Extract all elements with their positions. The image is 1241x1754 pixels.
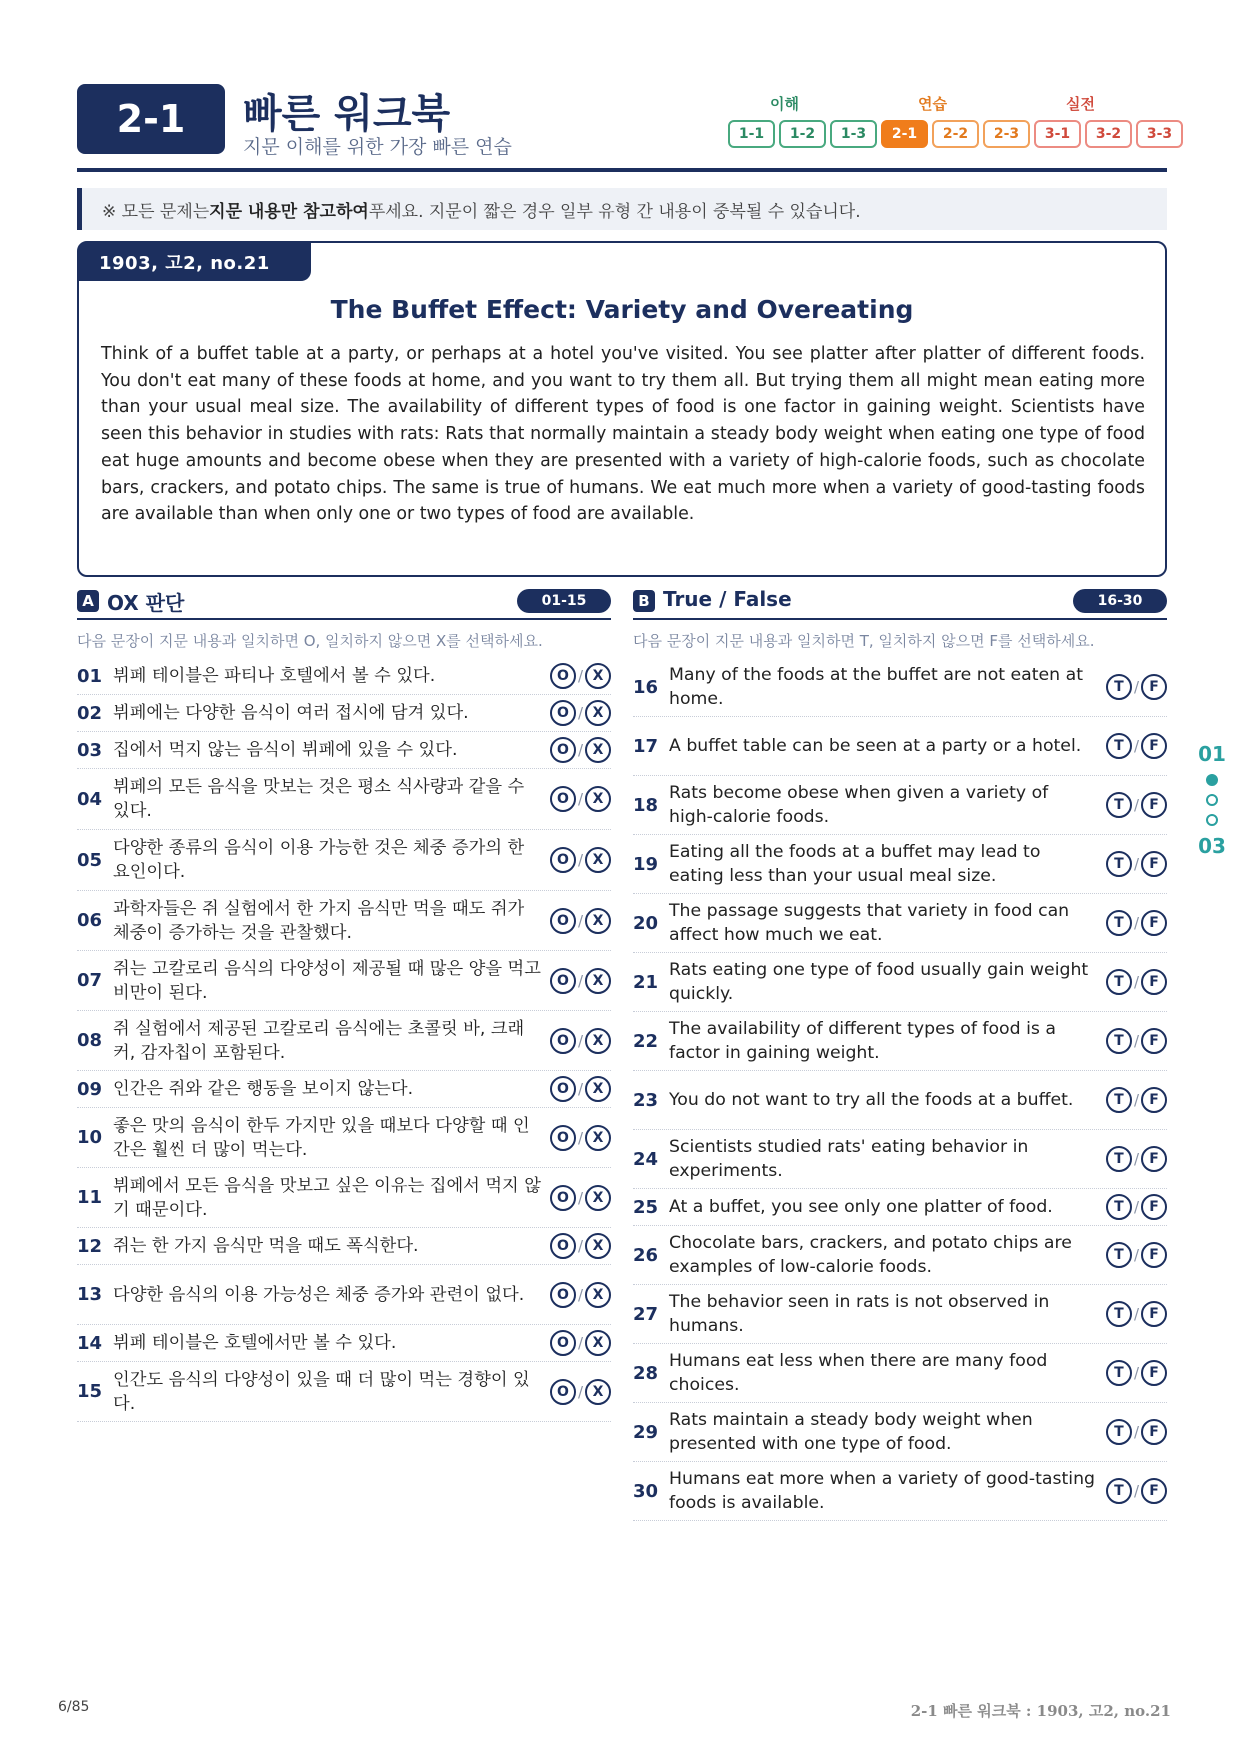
choice-o-button[interactable]: O <box>550 1233 576 1259</box>
question-text: 뷔페 테이블은 호텔에서만 볼 수 있다. <box>113 1333 397 1353</box>
question-text: 뷔페 테이블은 파티나 호텔에서 볼 수 있다. <box>113 666 436 686</box>
choice-x-button[interactable]: X <box>585 1028 611 1054</box>
choice-x-button[interactable]: X <box>585 847 611 873</box>
question-row <box>77 1168 611 1228</box>
question-row <box>77 695 611 732</box>
question-row <box>77 732 611 769</box>
question-row <box>633 1189 1167 1226</box>
choice-separator: / <box>1133 1032 1139 1050</box>
answer-choices <box>1097 1242 1167 1268</box>
level-label-real: 실전 <box>1066 95 1095 113</box>
answer-choices <box>1097 1028 1167 1054</box>
question-number: 18 <box>633 794 659 816</box>
footer-caption: 2-1 빠른 워크북 : 1903, 고2, no.21 <box>910 1702 1171 1720</box>
choice-f-button[interactable]: F <box>1141 1242 1167 1268</box>
answer-choices <box>541 1233 611 1259</box>
page-title: 빠른 워크북 <box>243 91 451 137</box>
answer-choices <box>1097 1301 1167 1327</box>
ox-question-list <box>77 658 611 1422</box>
choice-x-button[interactable]: X <box>585 663 611 689</box>
choice-o-button[interactable]: O <box>550 786 576 812</box>
question-number: 08 <box>77 1030 103 1051</box>
question-text: 뷔페에는 다양한 음식이 여러 접시에 담겨 있다. <box>113 703 469 723</box>
choice-o-button[interactable]: O <box>550 1076 576 1102</box>
question-text: A buffet table can be seen at a party or a hotel. <box>669 736 1082 756</box>
question-number: 05 <box>77 849 103 871</box>
question-number: 17 <box>633 735 659 757</box>
choice-x-button[interactable]: X <box>585 1233 611 1259</box>
question-number: 02 <box>77 702 103 724</box>
nav-chip-1-1[interactable]: 1-1 <box>728 120 775 148</box>
question-row <box>77 1071 611 1108</box>
nav-chip-1-2[interactable]: 1-2 <box>779 120 826 148</box>
unit-navigation <box>728 120 1183 148</box>
instruction-notice <box>77 188 1167 230</box>
choice-o-button[interactable]: O <box>550 908 576 934</box>
question-text: Many of the foods at the buffet are not eaten at home. <box>669 665 1083 709</box>
answer-choices <box>541 1125 611 1151</box>
choice-separator: / <box>577 741 583 759</box>
choice-separator: / <box>1133 1305 1139 1323</box>
choice-separator: / <box>1133 1423 1139 1441</box>
question-text: Humans eat less when there are many food choices. <box>669 1351 1048 1395</box>
choice-separator: / <box>1133 1482 1139 1500</box>
question-row <box>633 835 1167 894</box>
choice-x-button[interactable]: X <box>585 1125 611 1151</box>
section-b-letter: B <box>633 590 655 612</box>
header-divider <box>77 168 1167 172</box>
question-row <box>77 1011 611 1071</box>
question-row <box>77 1325 611 1362</box>
choice-o-button[interactable]: O <box>550 1185 576 1211</box>
section-b-title: True / False <box>663 587 792 611</box>
choice-t-button[interactable]: T <box>1106 1301 1132 1327</box>
page-subtitle: 지문 이해를 위한 가장 빠른 연습 <box>243 136 512 158</box>
choice-x-button[interactable]: X <box>585 1330 611 1356</box>
question-text: Eating all the foods at a buffet may lead to eating less than your usual meal size. <box>669 842 1041 886</box>
choice-t-button[interactable]: T <box>1106 1242 1132 1268</box>
question-row <box>633 1130 1167 1189</box>
question-text: The availability of different types of food is a factor in gaining weight. <box>669 1019 1056 1063</box>
question-row <box>77 951 611 1011</box>
nav-chip-2-3[interactable]: 2-3 <box>983 120 1030 148</box>
choice-separator: / <box>577 1080 583 1098</box>
question-text: Humans eat more when a variety of good-tasting foods is available. <box>669 1469 1096 1513</box>
nav-chip-2-1[interactable]: 2-1 <box>881 120 928 148</box>
section-a-instruction: 다음 문장이 지문 내용과 일치하면 O, 일치하지 않으면 X를 선택하세요. <box>77 632 543 650</box>
question-number: 09 <box>77 1078 103 1100</box>
answer-choices <box>541 1330 611 1356</box>
choice-t-button[interactable]: T <box>1106 851 1132 877</box>
question-text: 과학자들은 쥐 실험에서 한 가지 음식만 먹을 때도 쥐가 체중이 증가하는 것을 관찰했다. <box>113 898 525 943</box>
choice-t-button[interactable]: T <box>1106 1419 1132 1445</box>
question-text: 인간도 음식의 다양성이 있을 때 더 많이 먹는 경향이 있다. <box>113 1369 530 1414</box>
section-b <box>633 588 1167 1521</box>
progress-dot <box>1206 794 1218 806</box>
choice-separator: / <box>1133 1150 1139 1168</box>
notice-suffix: 푸세요. 지문이 짧은 경우 일부 유형 간 내용이 중복될 수 있습니다. <box>368 201 861 222</box>
question-number: 25 <box>633 1196 659 1218</box>
question-number: 11 <box>77 1187 103 1208</box>
question-text: 쥐는 한 가지 음식만 먹을 때도 폭식한다. <box>113 1236 419 1256</box>
choice-o-button[interactable]: O <box>550 663 576 689</box>
choice-f-button[interactable]: F <box>1141 969 1167 995</box>
question-text: 좋은 맛의 음식이 한두 가지만 있을 때보다 다양할 때 인간은 훨씬 더 많이 먹는다. <box>113 1115 530 1160</box>
question-number: 12 <box>77 1235 103 1257</box>
section-b-header <box>633 588 1167 620</box>
choice-t-button[interactable]: T <box>1106 1360 1132 1386</box>
answer-choices <box>1097 1087 1167 1113</box>
choice-o-button[interactable]: O <box>550 1028 576 1054</box>
choice-t-button[interactable]: T <box>1106 1478 1132 1504</box>
question-row <box>77 1362 611 1422</box>
choice-separator: / <box>577 1237 583 1255</box>
question-number: 21 <box>633 971 659 993</box>
nav-chip-3-3[interactable]: 3-3 <box>1136 120 1183 148</box>
question-text: Scientists studied rats' eating behavior in experiments. <box>669 1137 1029 1181</box>
answer-choices <box>1097 792 1167 818</box>
choice-separator: / <box>577 667 583 685</box>
choice-separator: / <box>577 851 583 869</box>
choice-separator: / <box>1133 1091 1139 1109</box>
question-text: 다양한 종류의 음식이 이용 가능한 것은 체중 증가의 한 요인이다. <box>113 838 525 882</box>
choice-separator: / <box>577 1188 583 1207</box>
level-label-practice: 연습 <box>918 95 947 113</box>
choice-separator: / <box>1133 914 1139 932</box>
question-row <box>633 658 1167 717</box>
part-indicator-dots <box>1190 774 1234 826</box>
choice-separator: / <box>577 1334 583 1352</box>
choice-o-button[interactable]: O <box>550 1282 576 1308</box>
nav-chip-3-1[interactable]: 3-1 <box>1034 120 1081 148</box>
choice-separator: / <box>1133 1246 1139 1264</box>
progress-dot <box>1206 774 1218 786</box>
choice-f-button[interactable]: F <box>1141 851 1167 877</box>
passage-box <box>77 241 1167 577</box>
section-b-instruction: 다음 문장이 지문 내용과 일치하면 T, 일치하지 않으면 F를 선택하세요. <box>633 632 1095 650</box>
question-number: 16 <box>633 676 659 698</box>
question-row <box>633 717 1167 776</box>
nav-chip-3-2[interactable]: 3-2 <box>1085 120 1132 148</box>
choice-x-button[interactable]: X <box>585 786 611 812</box>
passage-text: Think of a buffet table at a party, or perhaps at a hotel you've visited. You see platter after platter of different foods. You don't eat many of these foods at home, and you want to try them all. But trying them all might mean eating more than your usual meal size. The availability of different types of food is one factor in gaining weight. Scientists have seen this behavior in studies with rats: Rats that normally maintain a steady body weight when eating one type of food eat huge amounts and become obese when they are presented with a variety of high-calorie foods, such as chocolate bars, crackers, and potato chips. The same is true of humans. We eat much more when a variety of good-tasting foods are available than when only one or two types of food are available. <box>101 344 1145 525</box>
choice-f-button[interactable]: F <box>1141 1146 1167 1172</box>
choice-x-button[interactable]: X <box>585 1076 611 1102</box>
answer-choices <box>1097 1478 1167 1504</box>
choice-separator: / <box>1133 855 1139 873</box>
question-text: Rats maintain a steady body weight when presented with one type of food. <box>669 1410 1033 1454</box>
answer-choices <box>541 1028 611 1054</box>
question-number: 10 <box>77 1127 103 1148</box>
question-row <box>77 891 611 951</box>
answer-choices <box>541 663 611 689</box>
question-row <box>77 769 611 830</box>
choice-f-button[interactable]: F <box>1141 910 1167 936</box>
question-number: 01 <box>77 665 103 687</box>
question-text: At a buffet, you see only one platter of food. <box>669 1197 1053 1217</box>
question-number: 14 <box>77 1332 103 1354</box>
choice-separator: / <box>577 911 583 930</box>
answer-choices <box>541 786 611 812</box>
question-text: 뷔페의 모든 음식을 맛보는 것은 평소 식사량과 같을 수 있다. <box>113 777 525 821</box>
answer-choices <box>541 1379 611 1405</box>
choice-o-button[interactable]: O <box>550 700 576 726</box>
answer-choices <box>541 968 611 994</box>
section-a-header <box>77 588 611 620</box>
page-number: 6/85 <box>58 1699 90 1715</box>
passage-title: The Buffet Effect: Variety and Overeating <box>330 295 914 324</box>
question-row <box>633 1462 1167 1521</box>
question-number: 23 <box>633 1089 659 1111</box>
question-row <box>633 1344 1167 1403</box>
nav-chip-2-2[interactable]: 2-2 <box>932 120 979 148</box>
question-text: Rats become obese when given a variety of high-calorie foods. <box>669 783 1049 827</box>
choice-separator: / <box>577 790 583 808</box>
choice-separator: / <box>577 704 583 722</box>
choice-separator: / <box>577 1031 583 1050</box>
question-number: 30 <box>633 1480 659 1502</box>
answer-choices <box>1097 1146 1167 1172</box>
source-tab: 1903, 고2, no.21 <box>79 243 311 281</box>
choice-separator: / <box>577 1128 583 1147</box>
question-row <box>633 1012 1167 1071</box>
choice-f-button[interactable]: F <box>1141 1028 1167 1054</box>
choice-o-button[interactable]: O <box>550 847 576 873</box>
unit-badge: 2-1 <box>77 84 225 154</box>
answer-choices <box>541 1282 611 1308</box>
choice-separator: / <box>1133 678 1139 696</box>
choice-f-button[interactable]: F <box>1141 733 1167 759</box>
choice-separator: / <box>1133 1364 1139 1382</box>
choice-separator: / <box>1133 796 1139 814</box>
question-text: 쥐 실험에서 제공된 고칼로리 음식에는 초콜릿 바, 크래커, 감자칩이 포함된다. <box>113 1018 525 1063</box>
question-number: 15 <box>77 1381 103 1402</box>
choice-f-button[interactable]: F <box>1141 1478 1167 1504</box>
choice-f-button[interactable]: F <box>1141 792 1167 818</box>
notice-prefix: ※ 모든 문제는 <box>102 201 210 222</box>
question-row <box>77 1265 611 1325</box>
tf-question-list <box>633 658 1167 1521</box>
choice-x-button[interactable]: X <box>585 1185 611 1211</box>
question-number: 19 <box>633 853 659 875</box>
choice-separator: / <box>577 1382 583 1401</box>
answer-choices <box>541 700 611 726</box>
choice-x-button[interactable]: X <box>585 908 611 934</box>
question-text: 쥐는 고칼로리 음식의 다양성이 제공될 때 많은 양을 먹고 비만이 된다. <box>113 958 541 1003</box>
question-row <box>633 953 1167 1012</box>
choice-o-button[interactable]: O <box>550 1379 576 1405</box>
question-number: 13 <box>77 1284 103 1305</box>
nav-chip-1-3[interactable]: 1-3 <box>830 120 877 148</box>
choice-t-button[interactable]: T <box>1106 1028 1132 1054</box>
question-number: 27 <box>633 1303 659 1325</box>
notice-bold: 지문 내용만 참고하여 <box>209 201 369 222</box>
choice-f-button[interactable]: F <box>1141 1194 1167 1220</box>
choice-f-button[interactable]: F <box>1141 1360 1167 1386</box>
section-a-letter: A <box>77 590 99 612</box>
question-text: 인간은 쥐와 같은 행동을 보이지 않는다. <box>113 1079 414 1099</box>
question-number: 24 <box>633 1148 659 1170</box>
question-number: 03 <box>77 739 103 761</box>
answer-choices <box>1097 1419 1167 1445</box>
question-text: 다양한 음식의 이용 가능성은 체중 증가와 관련이 없다. <box>113 1284 525 1305</box>
answer-choices <box>541 908 611 934</box>
question-number: 20 <box>633 912 659 934</box>
question-row <box>633 776 1167 835</box>
question-number: 06 <box>77 910 103 931</box>
question-row <box>633 1403 1167 1462</box>
answer-choices <box>1097 851 1167 877</box>
choice-x-button[interactable]: X <box>585 737 611 763</box>
answer-choices <box>541 1185 611 1211</box>
question-text: Chocolate bars, crackers, and potato chips are examples of low-calorie foods. <box>669 1233 1072 1277</box>
choice-x-button[interactable]: X <box>585 1282 611 1308</box>
choice-f-button[interactable]: F <box>1141 674 1167 700</box>
answer-choices <box>1097 674 1167 700</box>
question-number: 07 <box>77 970 103 991</box>
question-row <box>77 1228 611 1265</box>
choice-x-button[interactable]: X <box>585 700 611 726</box>
section-b-range: 16-30 <box>1073 589 1167 613</box>
choice-t-button[interactable]: T <box>1106 1194 1132 1220</box>
choice-f-button[interactable]: F <box>1141 1301 1167 1327</box>
progress-dot <box>1206 814 1218 826</box>
choice-separator: / <box>1133 973 1139 991</box>
answer-choices <box>1097 969 1167 995</box>
question-text: Rats eating one type of food usually gain weight quickly. <box>669 960 1089 1004</box>
choice-separator: / <box>1133 737 1139 755</box>
section-a-title: OX 판단 <box>107 591 185 615</box>
choice-t-button[interactable]: T <box>1106 1087 1132 1113</box>
question-number: 29 <box>633 1421 659 1443</box>
answer-choices <box>1097 1194 1167 1220</box>
answer-choices <box>541 1076 611 1102</box>
choice-separator: / <box>577 971 583 990</box>
question-text: 집에서 먹지 않는 음식이 뷔페에 있을 수 있다. <box>113 740 458 760</box>
answer-choices <box>1097 733 1167 759</box>
choice-t-button[interactable]: T <box>1106 969 1132 995</box>
choice-t-button[interactable]: T <box>1106 1146 1132 1172</box>
question-row <box>633 1071 1167 1130</box>
choice-o-button[interactable]: O <box>550 1125 576 1151</box>
section-a-range: 01-15 <box>517 589 611 613</box>
choice-separator: / <box>577 1285 583 1304</box>
question-number: 26 <box>633 1244 659 1266</box>
choice-x-button[interactable]: X <box>585 968 611 994</box>
answer-choices <box>541 737 611 763</box>
question-number: 04 <box>77 788 103 810</box>
part-indicator <box>1190 742 1234 858</box>
question-number: 28 <box>633 1362 659 1384</box>
question-text: You do not want to try all the foods at a buffet. <box>669 1090 1074 1110</box>
question-row <box>77 658 611 695</box>
section-a <box>77 588 611 1422</box>
choice-o-button[interactable]: O <box>550 968 576 994</box>
answer-choices <box>1097 910 1167 936</box>
question-text: The passage suggests that variety in food can affect how much we eat. <box>669 901 1070 945</box>
question-text: The behavior seen in rats is not observed in humans. <box>669 1292 1050 1336</box>
part-indicator-bottom: 03 <box>1198 834 1226 858</box>
choice-t-button[interactable]: T <box>1106 792 1132 818</box>
choice-o-button[interactable]: O <box>550 1330 576 1356</box>
question-row <box>633 1226 1167 1285</box>
choice-t-button[interactable]: T <box>1106 733 1132 759</box>
choice-x-button[interactable]: X <box>585 1379 611 1405</box>
choice-t-button[interactable]: T <box>1106 910 1132 936</box>
question-row <box>633 1285 1167 1344</box>
question-row <box>77 1108 611 1168</box>
choice-o-button[interactable]: O <box>550 737 576 763</box>
choice-separator: / <box>1133 1198 1139 1216</box>
choice-f-button[interactable]: F <box>1141 1419 1167 1445</box>
part-indicator-top: 01 <box>1198 742 1226 766</box>
answer-choices <box>1097 1360 1167 1386</box>
choice-f-button[interactable]: F <box>1141 1087 1167 1113</box>
question-row <box>633 894 1167 953</box>
question-row <box>77 830 611 891</box>
answer-choices <box>541 847 611 873</box>
choice-t-button[interactable]: T <box>1106 674 1132 700</box>
level-label-understand: 이해 <box>770 95 799 113</box>
question-text: 뷔페에서 모든 음식을 맛보고 싶은 이유는 집에서 먹지 않기 때문이다. <box>113 1175 541 1220</box>
question-number: 22 <box>633 1030 659 1052</box>
